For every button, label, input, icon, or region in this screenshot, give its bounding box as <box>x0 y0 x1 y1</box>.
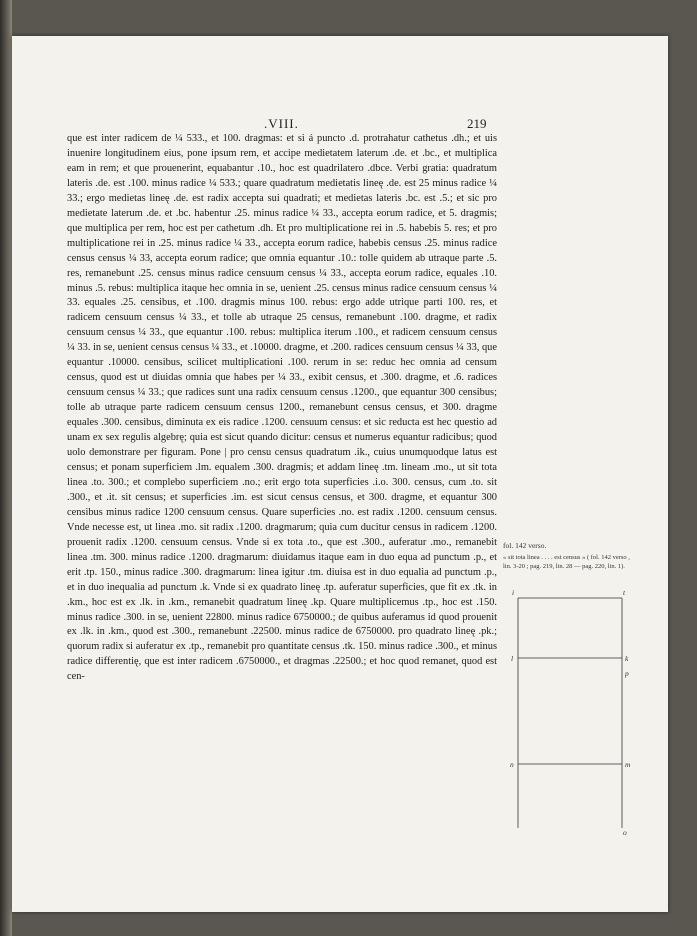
page-number: 219 <box>467 116 487 131</box>
page-header <box>12 116 668 132</box>
book-page <box>12 36 668 912</box>
book-spine <box>0 0 12 936</box>
main-text <box>67 132 497 685</box>
margin-note-references: « sit tota linea . . . . est census » ( fol. 142 verso , lin. 3-20 ; pag. 219, lin. 28 — pag. 220, lin. 1). <box>503 554 630 570</box>
geometric-figure <box>502 586 642 836</box>
body-paragraph: que est inter radicem de ¼ 533., et 100. dragmas: et si á puncto .d. protrahatur cathetus .dh.; et uis inuenire longitudinem eius, pone ipsum rem, et accipe medietatem laterum .de. et .bc., et multiplica eam in rem; et que prouenerint, equabantur .10., hoc est quadrilatero .dbce. Verbi gratia: quadratum lateris .de. est .100. minus radice ¼ 533.; quare quadratum medietatis lineę .de. est 25 minus radice ¼ 33.; ergo medietas lineę .de. est radix accepta sui quadrati; et medietas lateris .bc. est .5.; et sic pro medietate laterum .de. et .bc. habentur .25. minus radice ¼ 33., accepta eorum radice, et 5. dragmis; que multiplica per rem, hoc est per cathetum .dh. Et pro multiplicatione rei in .5. habebis 5. res; et pro multiplicatione rei in .25. minus radice ¼ 33., accepta eorum radice, habebis census .25. minus radice census census ¼ 33, accepta eorum radice; que omnia equantur .10.: tolle quidem ab utraque parte .5. res, remanebunt .25. census minus radice censuum census ¼ 33., accepta eorum radice, equales .10. minus .5. rebus: multiplica itaque hec omnia in se, uenient .25. census minus radice censuum census ¼ 33. equales .25. censibus, et .100. dragmis minus 100. rebus: ergo adde utrique parti 100. res, et radicem censuum census ¼ 33., et tolle ab utraque 25 census, remanebunt .100. dragme, et radix censuum census ¼ 33., que equantur .100. rebus: multiplica iterum .100., et radicem censuum census ¼ 33. in se, uenient census census ¼ 33., et .10000. dragme, et .200. radices censuum census ¼ 33, que equantur .10000. censibus, scilicet multiplicationi .100. rerum in se: reduc hec omnia ad censum census, quod est ut diuidas omnia que habes per ¼ 33., exibit census, et .300. dragme, et .6. radices censuum census ¼ 33.; que radices sunt una radix censuum census .1200., que equantur 300 censibus; tolle ab utraque parte radicem censuum census 1200., remanebunt census census, et 300. dragme equales .300. censibus, diminuta ex eis radice .1200. censuum census: et sic reducta est hec questio ad unam ex sex regulis algebrę; quia est sicut quando dicitur: census et numerus equantur radicibus; quod uolo demonstrare per figuram. Pone | pro censu census quadratum .ik., cuius unumquodque latus est census; et ponam superficiem .lm. equalem .300. dragmis; et addam lineę .tm. lineam .mo., ut sit tota linea .to. 300.; et complebo superficiem .no.; erit ergo tota superficies .i.o. 300. census, cum .to. sit .300., et .it. sit census; et superficies .im. est sicut census census, et 300. dragme, et equantur 300 censibus minus radice 1200 censuum census. Quare superficies .no. est radix .1200. censuum census. Vnde necesse est, ut linea .mo. sit radix .1200. dragmarum; quia cum ducitur census in radicem .1200. prouenit radix .1200. censuum census. Vnde si ex tota .to., que est .300., auferatur .mo., remanebit linea .tm. 300. minus radice .1200. dragmarum: diuidamus itaque eam in duo equa ad punctum .p., et erit .tp. 150., minus radice .300. dragmarum: linea igitur .tm. diuisa est in duo equalia ad punctum .p., et in duo inequalia ad punctum .k. Vnde si ex quadrato lineę .tp. auferatur superficies, que fit ex .tk. in .km., hoc est ex .lk. in .km., remanebit quadratum lineę .kp. Quare multiplicemus .tp., hoc est .150. minus radice .300. in se, uenient 22800. minus radice 6750000.; de quibus auferamus id quod prouenit ex .lk. in .km., quod est .300., remanebunt .22500. minus radice de 6750000. pro quadrato lineę .pk.; quorum radix si auferatur ex .tp., remanebit pro quantitate census .tk. 150. minus radice .300., et minus radice differentię, que est inter radicem .6750000., et dragmas .22500.; et hoc quod remanet, quod est cen- <box>67 133 497 683</box>
chapter-number: .VIII. <box>264 116 299 131</box>
margin-note-title: fol. 142 verso. <box>503 541 547 550</box>
label-t: t <box>623 588 626 597</box>
label-l: l <box>511 654 514 663</box>
label-n: n <box>510 760 514 769</box>
label-i: i <box>512 588 515 597</box>
label-k: k <box>625 654 629 663</box>
label-m: m <box>625 760 631 769</box>
label-p: p <box>625 669 629 678</box>
label-o: o <box>623 828 627 836</box>
